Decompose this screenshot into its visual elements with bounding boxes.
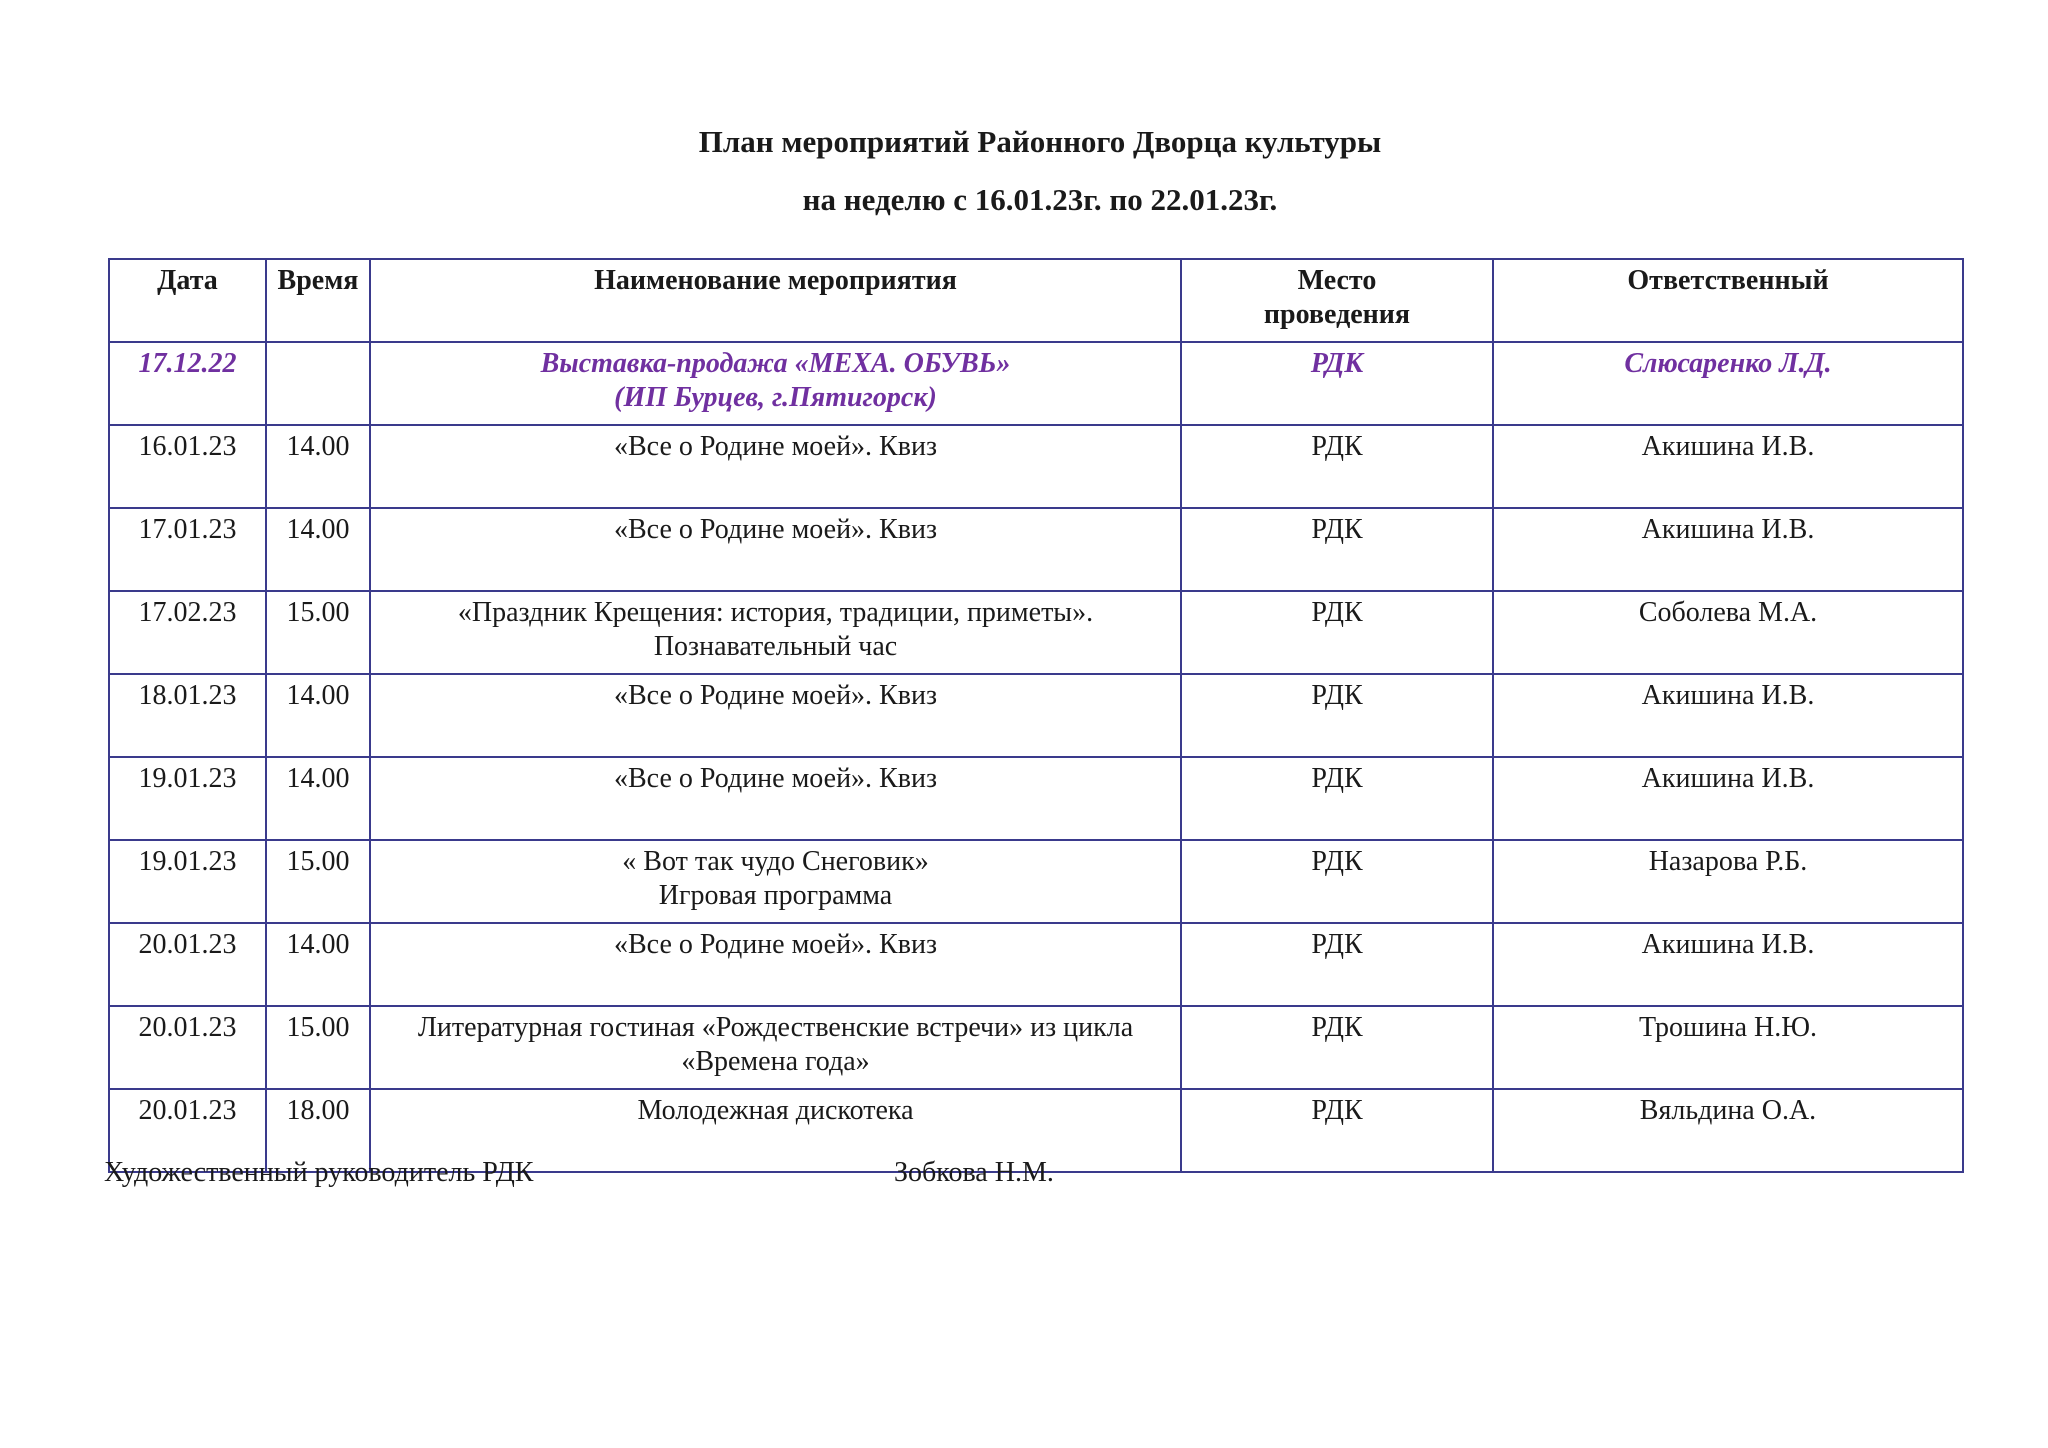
cell-place: РДК <box>1181 1089 1493 1172</box>
cell-name-line1: «Все о Родине моей». Квиз <box>614 431 937 462</box>
cell-responsible: Трошина Н.Ю. <box>1493 1006 1963 1089</box>
table-row <box>109 757 1963 840</box>
header-date: Дата <box>109 259 266 342</box>
cell-place: РДК <box>1181 1006 1493 1089</box>
table-row <box>109 508 1963 591</box>
cell-place: РДК <box>1181 591 1493 674</box>
signature-name: Зобкова Н.М. <box>894 1157 1054 1188</box>
cell-responsible: Акишина И.В. <box>1493 425 1963 508</box>
cell-name-line2: Игровая программа <box>658 880 893 911</box>
cell-name-line1: Выставка-продажа «МЕХА. ОБУВЬ» <box>540 348 1011 379</box>
cell-responsible: Акишина И.В. <box>1493 508 1963 591</box>
cell-name-line1: «Все о Родине моей». Квиз <box>614 929 937 960</box>
cell-place: РДК <box>1181 840 1493 923</box>
cell-responsible: Назарова Р.Б. <box>1493 840 1963 923</box>
cell-time: 15.00 <box>266 840 370 923</box>
cell-date: 17.12.22 <box>109 342 266 425</box>
header-name: Наименование мероприятия <box>370 259 1181 342</box>
cell-name <box>370 1006 1181 1089</box>
cell-time: 14.00 <box>266 425 370 508</box>
cell-date: 18.01.23 <box>109 674 266 757</box>
cell-name-line2: «Времена года» <box>681 1046 870 1077</box>
cell-place: РДК <box>1181 674 1493 757</box>
cell-date: 16.01.23 <box>109 425 266 508</box>
header-place-line1: Место <box>1297 265 1377 296</box>
cell-name-line1: «Все о Родине моей». Квиз <box>614 514 937 545</box>
cell-time: 15.00 <box>266 1006 370 1089</box>
cell-place: РДК <box>1181 757 1493 840</box>
cell-name-line1: Литературная гостиная «Рождественские встречи» из цикла <box>417 1012 1134 1043</box>
cell-name <box>370 840 1181 923</box>
cell-date: 19.01.23 <box>109 840 266 923</box>
cell-responsible: Акишина И.В. <box>1493 757 1963 840</box>
table-row <box>109 674 1963 757</box>
header-place-line2: проведения <box>1263 299 1411 330</box>
cell-place: РДК <box>1181 342 1493 425</box>
cell-responsible: Слюсаренко Л.Д. <box>1493 342 1963 425</box>
cell-name-line2: Познавательный час <box>653 631 898 662</box>
cell-time: 15.00 <box>266 591 370 674</box>
cell-time <box>266 342 370 425</box>
cell-time: 14.00 <box>266 923 370 1006</box>
cell-date: 17.01.23 <box>109 508 266 591</box>
table-row <box>109 840 1963 923</box>
cell-name-line1: Молодежная дискотека <box>637 1095 914 1126</box>
cell-time: 14.00 <box>266 508 370 591</box>
document-title: План мероприятий Районного Дворца культуры <box>698 124 1382 159</box>
cell-name <box>370 757 1181 840</box>
cell-name-line1: « Вот так чудо Снеговик» <box>622 846 929 877</box>
cell-date: 20.01.23 <box>109 1006 266 1089</box>
cell-date: 20.01.23 <box>109 1089 266 1172</box>
cell-responsible: Акишина И.В. <box>1493 923 1963 1006</box>
cell-responsible: Вяльдина О.А. <box>1493 1089 1963 1172</box>
header-responsible: Ответственный <box>1493 259 1963 342</box>
cell-date: 17.02.23 <box>109 591 266 674</box>
document-subtitle: на неделю с 16.01.23г. по 22.01.23г. <box>802 182 1278 217</box>
cell-place: РДК <box>1181 508 1493 591</box>
cell-name-line1: «Праздник Крещения: история, традиции, приметы». <box>457 597 1094 628</box>
cell-name-line1: «Все о Родине моей». Квиз <box>614 763 937 794</box>
table-row <box>109 342 1963 425</box>
events-table <box>108 258 1964 1173</box>
cell-name <box>370 923 1181 1006</box>
cell-responsible: Акишина И.В. <box>1493 674 1963 757</box>
cell-name <box>370 674 1181 757</box>
signature-role: Художественный руководитель РДК <box>104 1157 534 1188</box>
table-row <box>109 923 1963 1006</box>
cell-responsible: Соболева М.А. <box>1493 591 1963 674</box>
cell-place: РДК <box>1181 425 1493 508</box>
cell-date: 20.01.23 <box>109 923 266 1006</box>
cell-name-line2: (ИП Бурцев, г.Пятигорск) <box>614 382 937 413</box>
cell-place: РДК <box>1181 923 1493 1006</box>
table-row <box>109 425 1963 508</box>
cell-time: 14.00 <box>266 674 370 757</box>
cell-name <box>370 425 1181 508</box>
cell-name-line1: «Все о Родине моей». Квиз <box>614 680 937 711</box>
cell-name <box>370 591 1181 674</box>
header-time: Время <box>266 259 370 342</box>
cell-time: 14.00 <box>266 757 370 840</box>
cell-name <box>370 342 1181 425</box>
header-place <box>1181 259 1493 342</box>
cell-time: 18.00 <box>266 1089 370 1172</box>
cell-name <box>370 508 1181 591</box>
cell-date: 19.01.23 <box>109 757 266 840</box>
table-row <box>109 1006 1963 1089</box>
table-row <box>109 591 1963 674</box>
table-header-row <box>109 259 1963 342</box>
